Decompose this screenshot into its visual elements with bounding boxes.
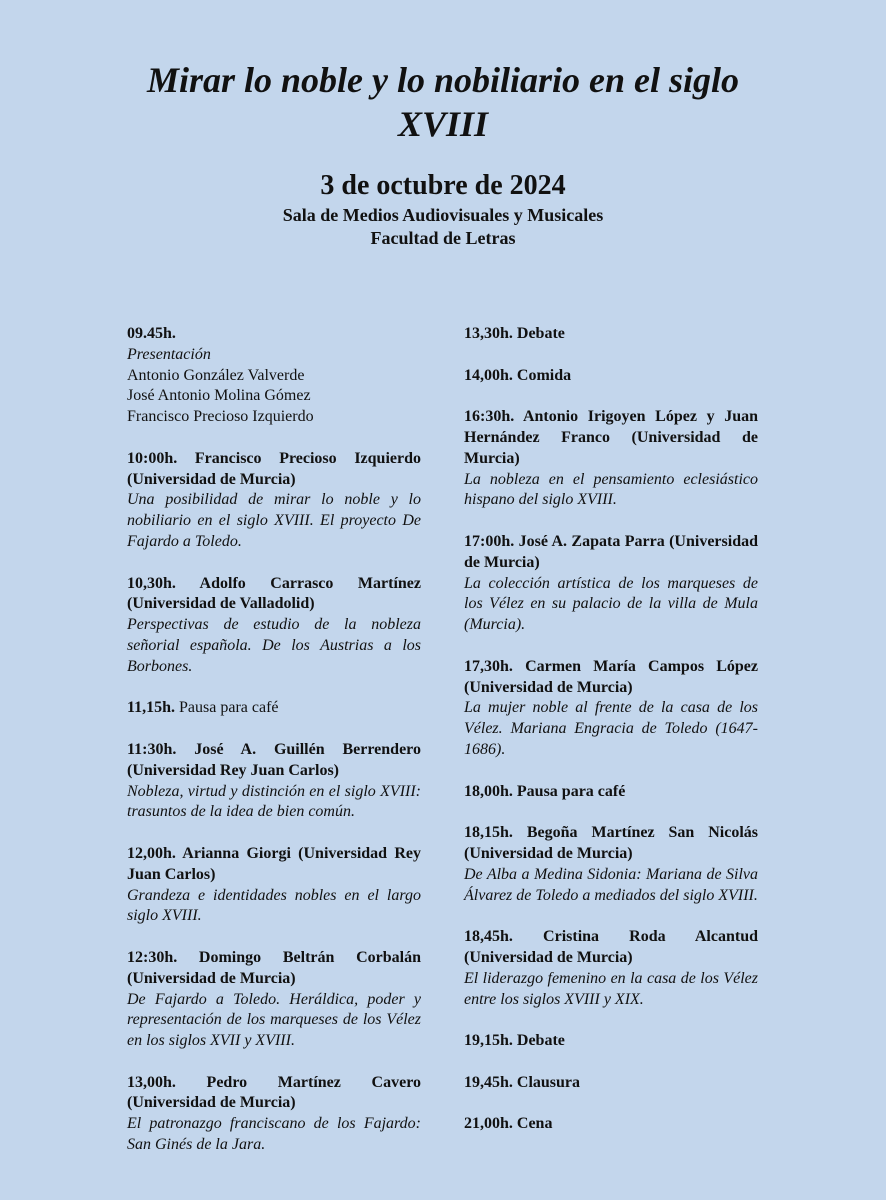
closing-entry xyxy=(464,1073,758,1094)
talk-entry xyxy=(127,449,421,553)
talk-title: De Fajardo a Toledo. Heráldica, poder y representación de los marqueses de los Vélez en los siglos XVII y XVIII. xyxy=(127,990,421,1050)
talk-title: Perspectivas de estudio de la nobleza señorial española. De los Austrias a los Borbones. xyxy=(127,616,421,675)
talk-speaker: 16:30h. Antonio Irigoyen López y Juan Hernández Franco (Universidad de Murcia) xyxy=(464,408,758,467)
talk-title: El liderazgo femenino en la casa de los Vélez entre los siglos XVIII y XIX. xyxy=(464,969,758,1008)
talk-speaker: 18,45h. Cristina Roda Alcantud (Universidad de Murcia) xyxy=(464,928,758,966)
talk-speaker: 17,30h. Carmen María Campos López (Universidad de Murcia) xyxy=(464,657,758,696)
talk-entry xyxy=(464,927,758,1010)
schedule-item: 18,00h. Pausa para café xyxy=(464,782,626,800)
talk-title: De Alba a Medina Sidonia: Mariana de Silva Álvarez de Toledo a mediados del siglo XVIII. xyxy=(464,865,758,904)
talk-title: El patronazgo franciscano de los Fajardo: San Ginés de la Jara. xyxy=(127,1115,421,1154)
venue-line-2: Facultad de Letras xyxy=(370,228,516,248)
event-title xyxy=(0,58,886,146)
talk-speaker: 10,30h. Adolfo Carrasco Martínez (Universidad de Valladolid) xyxy=(127,574,421,613)
schedule-item: 19,15h. Debate xyxy=(464,1032,565,1050)
talk-entry xyxy=(127,948,421,1052)
talk-title: La nobleza en el pensamiento eclesiástico hispano del siglo XVIII. xyxy=(464,470,758,509)
opening-name: José Antonio Molina Gómez xyxy=(127,387,311,405)
venue-line-1: Sala de Medios Audiovisuales y Musicales xyxy=(282,205,604,225)
schedule-item: 19,45h. Clausura xyxy=(464,1073,581,1091)
talk-speaker: 10:00h. Francisco Precioso Izquierdo (Universidad de Murcia) xyxy=(127,449,421,488)
event-venue xyxy=(0,204,886,250)
talk-speaker: 11:30h. José A. Guillén Berrendero (Universidad Rey Juan Carlos) xyxy=(127,740,421,779)
talk-entry xyxy=(464,657,758,761)
opening-time: 09.45h. xyxy=(127,325,176,342)
dinner-entry xyxy=(464,1114,758,1135)
schedule-item: 14,00h. Comida xyxy=(464,366,572,384)
talk-entry xyxy=(127,844,421,927)
break-time: 11,15h. xyxy=(127,699,176,717)
break-entry xyxy=(464,782,758,803)
talk-speaker: 18,15h. Begoña Martínez San Nicolás (Universidad de Murcia) xyxy=(464,824,758,862)
talk-title: Grandeza e identidades nobles en el largo siglo XVIII. xyxy=(127,886,421,925)
opening-name: Antonio González Valverde xyxy=(127,366,305,384)
opening-entry xyxy=(127,324,421,428)
title-line-1: Mirar lo noble y lo nobiliario en el siglo xyxy=(146,60,740,100)
title-line-2: XVIII xyxy=(397,104,489,144)
talk-entry xyxy=(464,823,758,906)
talk-speaker: 13,00h. Pedro Martínez Cavero (Universidad de Murcia) xyxy=(127,1073,421,1112)
talk-title: La mujer noble al frente de la casa de los Vélez. Mariana Engracia de Toledo (1647-1686). xyxy=(464,699,758,758)
program-right-column xyxy=(464,324,758,1156)
break-entry xyxy=(127,698,421,719)
talk-entry xyxy=(464,407,758,511)
debate-entry xyxy=(464,1031,758,1052)
talk-entry xyxy=(464,532,758,636)
lunch-entry xyxy=(464,366,758,387)
opening-name: Francisco Precioso Izquierdo xyxy=(127,408,314,426)
talk-title: La colección artística de los marqueses de los Vélez en su palacio de la villa de Mula (Murcia). xyxy=(464,574,758,634)
talk-title: Una posibilidad de mirar lo noble y lo nobiliario en el siglo XVIII. El proyecto De Fajardo a Toledo. xyxy=(127,491,421,550)
event-date: 3 de octubre de 2024 xyxy=(320,170,566,201)
talk-speaker: 17:00h. José A. Zapata Parra (Universidad de Murcia) xyxy=(464,532,758,571)
schedule-item: 13,30h. Debate xyxy=(464,325,565,342)
break-text: Pausa para café xyxy=(175,699,279,717)
opening-label: Presentación xyxy=(127,345,211,363)
talk-entry xyxy=(127,1073,421,1156)
talk-speaker: 12,00h. Arianna Giorgi (Universidad Rey Juan Carlos) xyxy=(127,844,421,883)
schedule-item: 21,00h. Cena xyxy=(464,1115,553,1133)
talk-entry xyxy=(127,740,421,823)
talk-title: Nobleza, virtud y distinción en el siglo XVIII: trasuntos de la idea de bien común. xyxy=(127,782,421,821)
program-left-column xyxy=(127,324,421,1177)
debate-entry xyxy=(464,324,758,345)
talk-speaker: 12:30h. Domingo Beltrán Corbalán (Universidad de Murcia) xyxy=(127,948,421,987)
talk-entry xyxy=(127,574,421,678)
